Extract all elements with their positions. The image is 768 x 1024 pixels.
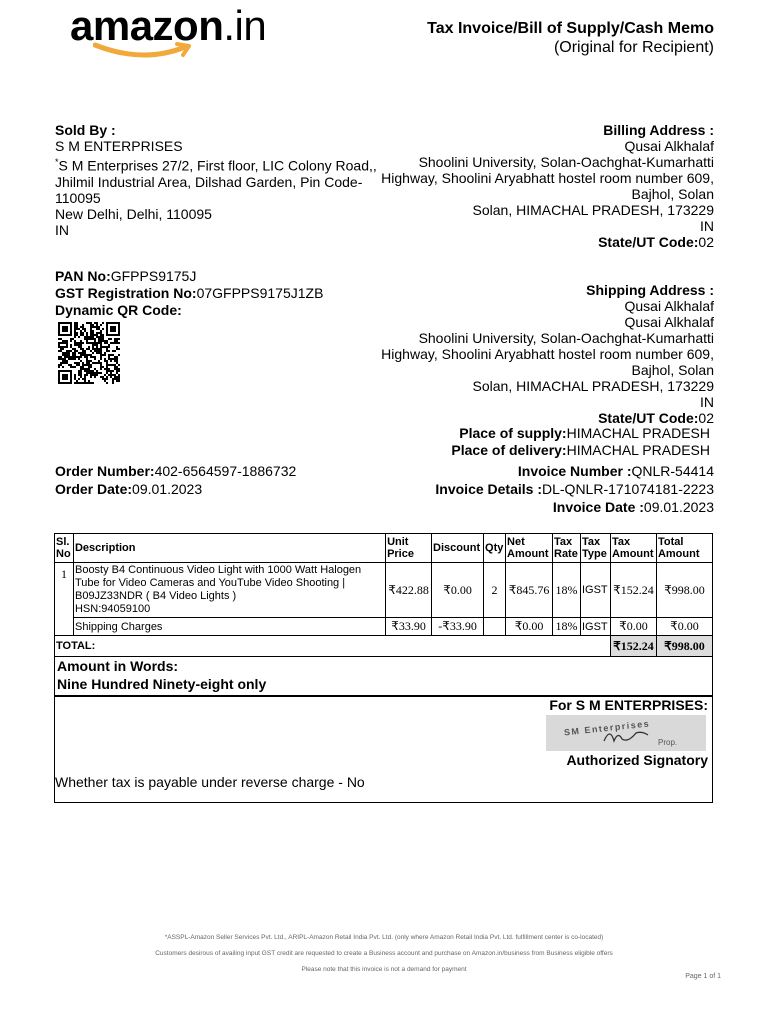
item-sl: 1	[55, 563, 74, 636]
items-table	[54, 533, 713, 657]
col-qty: Qty	[484, 534, 506, 563]
total-label: TOTAL:	[55, 636, 611, 657]
col-sl: Sl. No	[55, 534, 74, 563]
seller-name: S M ENTERPRISES	[55, 138, 183, 154]
seller-city: New Delhi, Delhi, 110095	[55, 205, 212, 222]
item-qty: 2	[484, 563, 506, 618]
footer-line3: Please note that this invoice is not a demand for payment	[301, 966, 467, 973]
item-desc: Boosty B4 Continuous Video Light with 1000 Watt Halogen Tube for Video Cameras and YouTube Video Shooting | B09JZ33NDR ( B4 Video Lights )	[74, 564, 362, 602]
tax-ids-block	[55, 268, 323, 319]
shipping-country: IN	[700, 394, 714, 410]
col-total: Total Amount	[656, 534, 712, 563]
invoice-date: 09.01.2023	[643, 499, 714, 515]
invoice-title: Tax Invoice/Bill of Supply/Cash Memo	[427, 20, 714, 37]
seller-block	[55, 122, 390, 238]
invoice-title-block	[427, 20, 714, 57]
invoice-number: QNLR-54414	[631, 463, 714, 479]
for-company: For S M ENTERPRISES:	[549, 697, 708, 713]
col-desc: Description	[73, 534, 385, 563]
order-block	[55, 462, 296, 498]
authorized-signatory: Authorized Signatory	[566, 752, 708, 768]
invoice-block	[435, 462, 714, 516]
table-row	[55, 618, 713, 636]
gst-label: GST Registration No:	[55, 285, 197, 301]
qr-code-icon	[58, 322, 124, 384]
item-total: ₹998.00	[656, 563, 712, 618]
place-delivery-label: Place of delivery:	[451, 442, 567, 458]
billing-state-code: 02	[698, 234, 714, 250]
qr-label: Dynamic QR Code:	[55, 302, 182, 318]
footer-line1: *ASSPL-Amazon Seller Services Pvt. Ltd., ARIPL-Amazon Retail India Pvt. Ltd. (only where Amazon Retail India Pvt. Ltd. fulfillment center is co-located)	[164, 934, 604, 941]
shipping-name1: Qusai Alkhalaf	[624, 298, 714, 314]
order-date: 09.01.2023	[132, 481, 203, 497]
billing-country: IN	[700, 218, 714, 234]
ship-net: ₹0.00	[506, 618, 553, 636]
ship-disc: -₹33.90	[432, 618, 484, 636]
shipping-label: Shipping Address :	[586, 282, 714, 298]
place-delivery: HIMACHAL PRADESH	[566, 442, 710, 458]
ship-total: ₹0.00	[656, 618, 712, 636]
place-block	[451, 425, 710, 459]
billing-label: Billing Address :	[603, 122, 714, 138]
item-type: IGST	[580, 563, 610, 618]
signature-stamp	[546, 715, 706, 751]
words-value: Nine Hundred Ninety-eight only	[57, 676, 267, 692]
billing-state	[374, 234, 714, 250]
shipping-state-code: 02	[698, 410, 714, 426]
table-header-row	[55, 534, 713, 563]
seller-address	[55, 154, 390, 206]
item-disc: ₹0.00	[432, 563, 484, 618]
col-disc: Discount	[432, 534, 484, 563]
reverse-charge-note: Whether tax is payable under reverse charge - No	[55, 774, 365, 790]
seller-address-line1: S M Enterprises 27/2, First floor, LIC Colony Road,, Jhilmil Industrial Area, Dilshad Garden, Pin Code-110095	[55, 157, 377, 206]
asterisk: *	[55, 157, 59, 167]
billing-line2: Solan, HIMACHAL PRADESH, 173229	[472, 202, 714, 218]
ship-tax: ₹0.00	[610, 618, 656, 636]
col-net: Net Amount	[506, 534, 553, 563]
order-number-label: Order Number:	[55, 463, 155, 479]
ship-desc: Shipping Charges	[73, 618, 385, 636]
gst-value: 07GFPPS9175J1ZB	[196, 285, 324, 301]
item-hsn: HSN:94059100	[74, 603, 151, 615]
ship-unit: ₹33.90	[386, 618, 432, 636]
col-unit: Unit Price	[386, 534, 432, 563]
amazon-smile-icon	[93, 42, 193, 60]
shipping-line2: Solan, HIMACHAL PRADESH, 173229	[472, 378, 714, 394]
order-date-label: Order Date:	[55, 481, 133, 497]
total-amount: ₹998.00	[656, 636, 712, 657]
billing-state-label: State/UT Code:	[598, 234, 699, 250]
billing-line1: Shoolini University, Solan-Oachghat-Kumarhatti Highway, Shoolini Aryabhatt hostel room number 609, Bajhol, Solan	[381, 154, 714, 202]
amount-in-words	[54, 656, 713, 696]
ship-type: IGST	[580, 618, 610, 636]
place-supply: HIMACHAL PRADESH	[566, 425, 710, 441]
table-row	[55, 563, 713, 618]
col-tax: Tax Amount	[610, 534, 656, 563]
shipping-state-label: State/UT Code:	[598, 410, 699, 426]
pan-label: PAN No:	[55, 268, 111, 284]
sold-by-label: Sold By :	[55, 122, 116, 138]
order-number: 402-6564597-1886732	[154, 463, 297, 479]
invoice-details: DL-QNLR-171074181-2223	[542, 481, 714, 497]
item-unit: ₹422.88	[386, 563, 432, 618]
shipping-address-block	[374, 282, 714, 426]
billing-name: Qusai Alkhalaf	[624, 138, 714, 154]
invoice-number-label: Invoice Number :	[517, 463, 632, 479]
invoice-subtitle: (Original for Recipient)	[553, 39, 714, 56]
invoice-details-label: Invoice Details :	[435, 481, 542, 497]
footer-line2: Customers desirous of availing input GST credit are requested to create a Business account and purchase on Amazon.in/business from Business eligible offers	[155, 950, 613, 957]
logo-tld: .in	[223, 2, 267, 49]
item-tax: ₹152.24	[610, 563, 656, 618]
shipping-line1: Shoolini University, Solan-Oachghat-Kumarhatti Highway, Shoolini Aryabhatt hostel room number 609, Bajhol, Solan	[381, 330, 714, 378]
ship-qty	[484, 618, 506, 636]
total-tax: ₹152.24	[610, 636, 656, 657]
logo-brand: amazon	[70, 2, 224, 49]
billing-address-block	[374, 122, 714, 250]
page-number: Page 1 of 1	[685, 973, 721, 980]
ship-rate: 18%	[553, 618, 581, 636]
col-rate: Tax Rate	[553, 534, 581, 563]
invoice-date-label: Invoice Date :	[552, 499, 644, 515]
pan-value: GFPPS9175J	[110, 268, 197, 284]
col-type: Tax Type	[580, 534, 610, 563]
total-row	[55, 636, 713, 657]
place-supply-label: Place of supply:	[459, 425, 567, 441]
item-rate: 18%	[553, 563, 581, 618]
item-desc-cell	[73, 563, 385, 618]
item-net: ₹845.76	[506, 563, 553, 618]
words-label: Amount in Words:	[57, 658, 179, 674]
stamp-prop: Prop.	[658, 738, 678, 747]
shipping-state	[374, 410, 714, 426]
stamp-text: SM Enterprises	[563, 718, 651, 738]
seller-country: IN	[55, 221, 69, 238]
shipping-name2: Qusai Alkhalaf	[624, 314, 714, 330]
signature-icon	[546, 715, 706, 751]
